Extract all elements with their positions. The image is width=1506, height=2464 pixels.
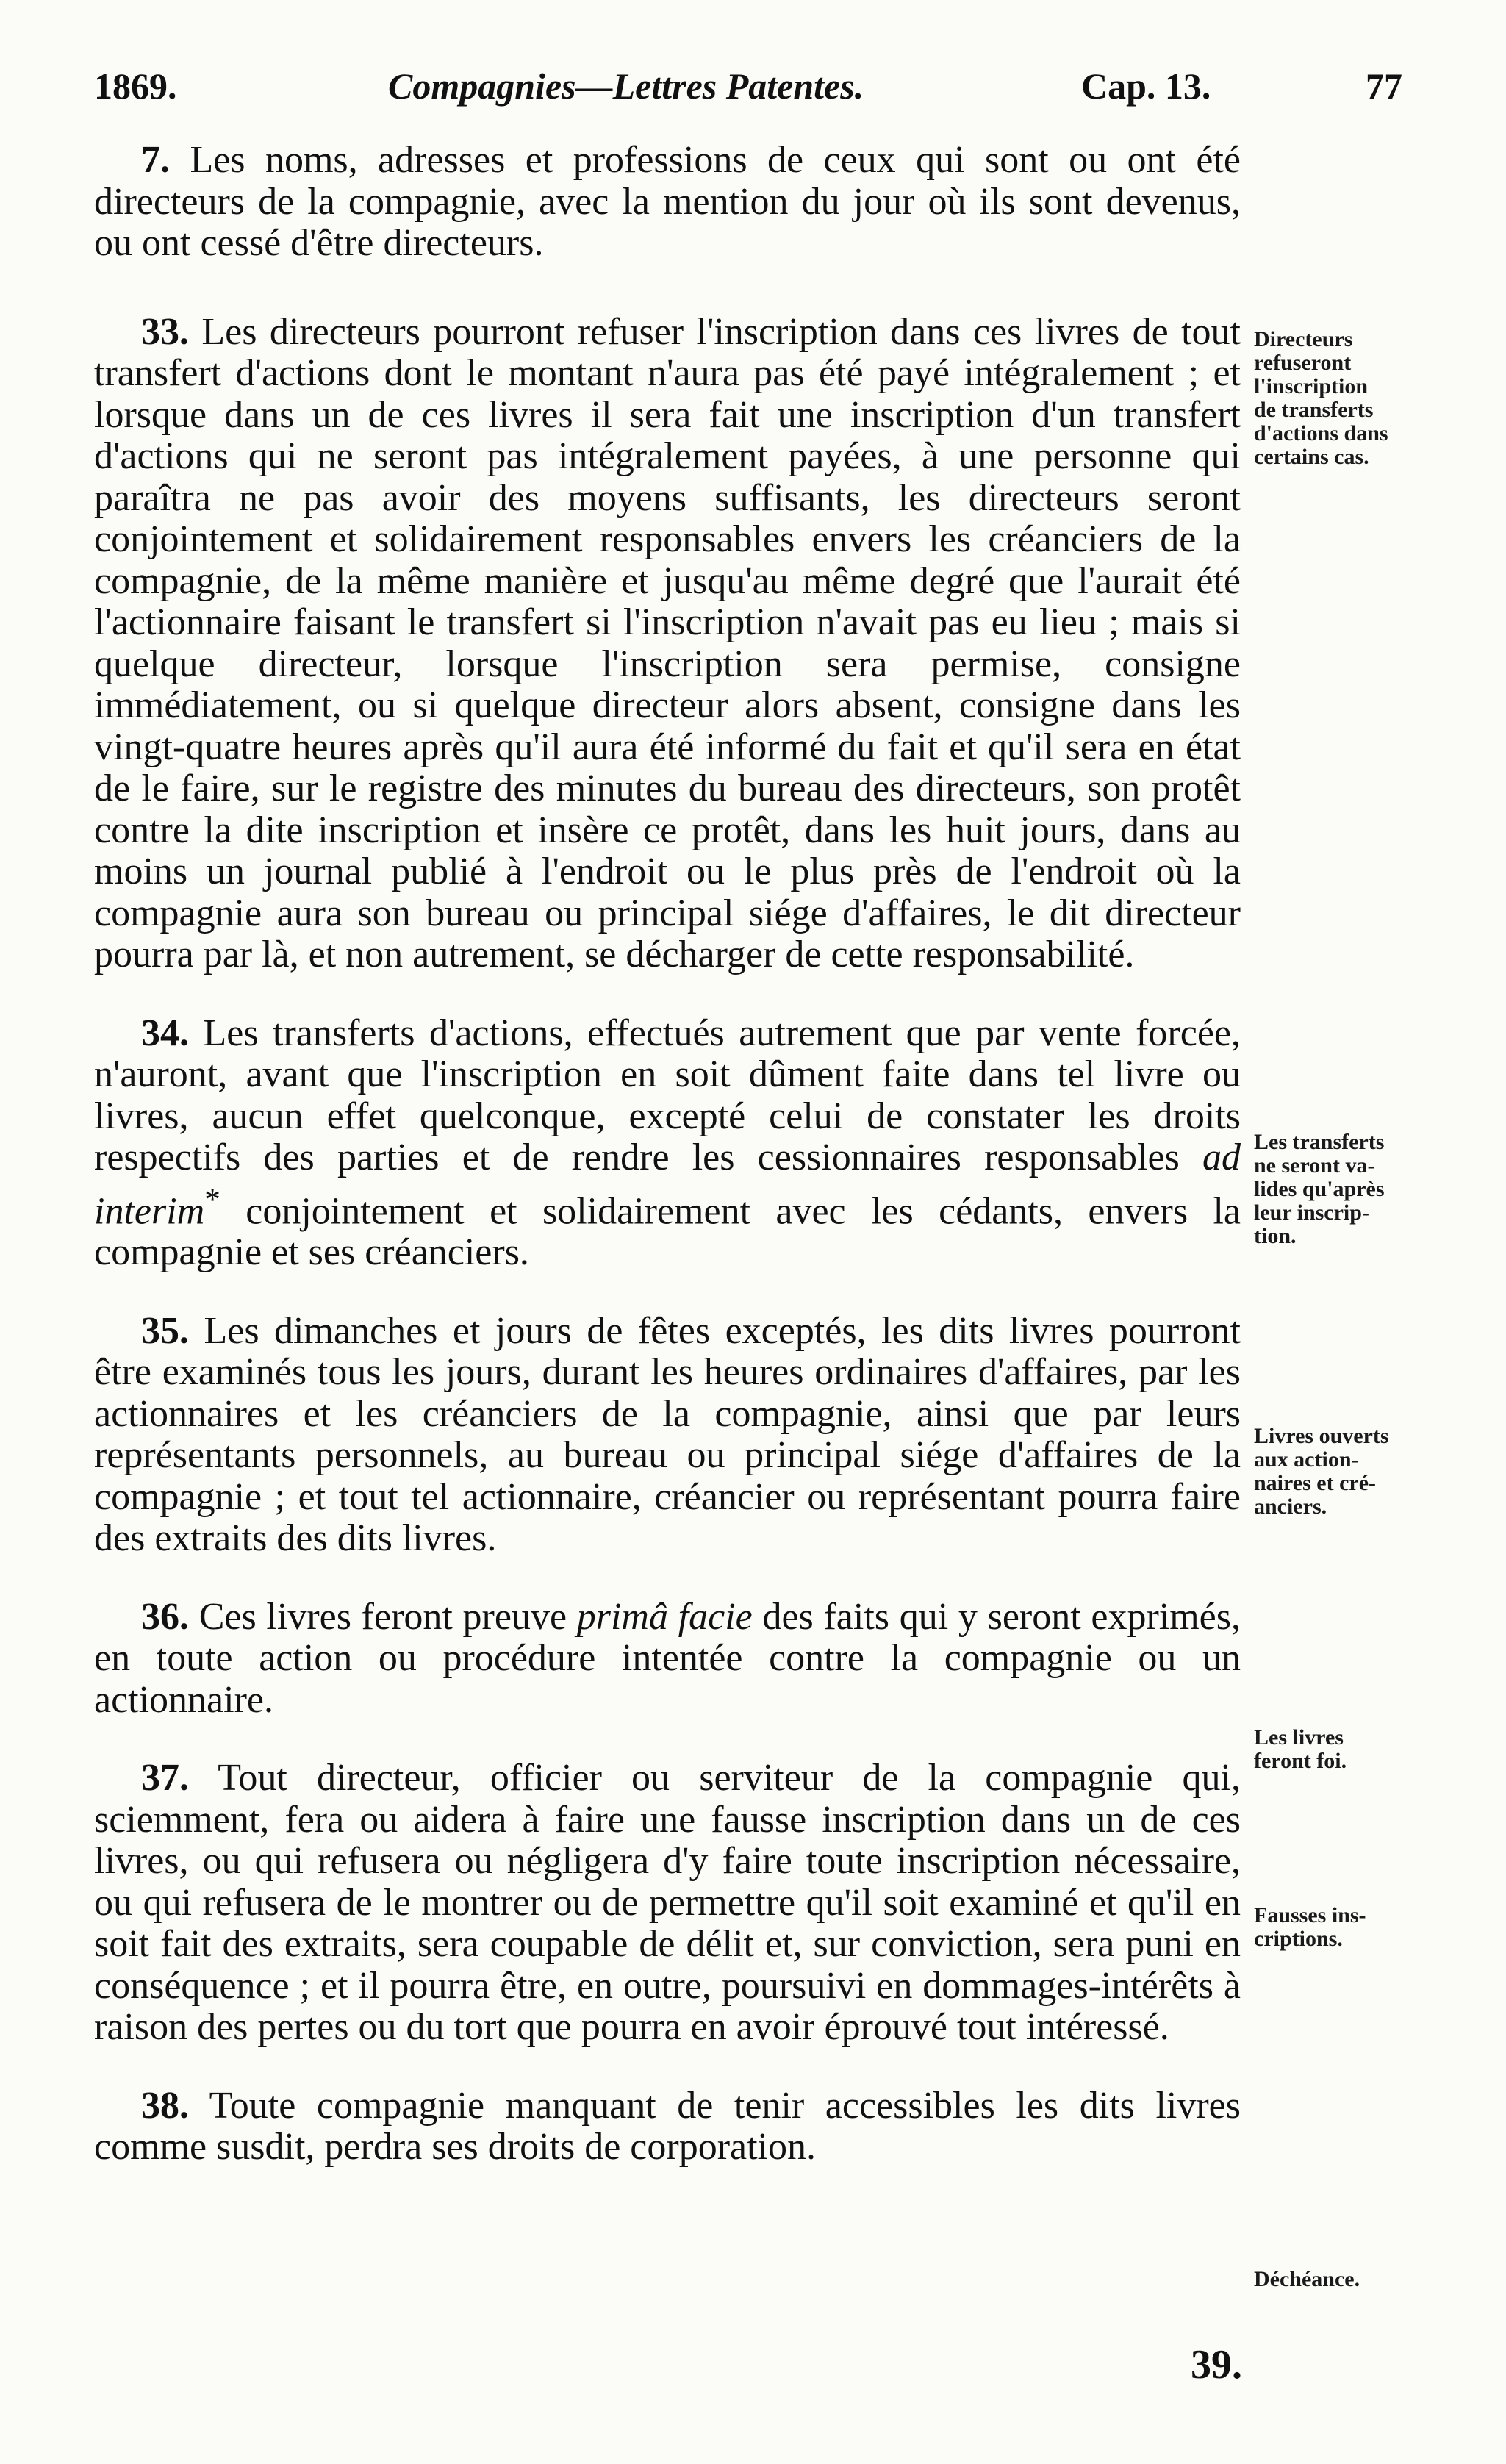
note-line: leur inscrip- [1254,1200,1369,1225]
note-line: aux action- [1254,1447,1359,1472]
note-line: feront foi. [1254,1749,1347,1773]
paragraph-33 [94,312,1241,976]
paragraph-text: Ces livres feront preuve [198,1595,577,1638]
paragraph-text: Les noms, adresses et professions de ceux qui sont ou ont été directeurs de la compagnie, avec la mention du jour où ils sont devenus, ou ont cessé d'être directeurs. [94,139,1241,264]
section-number: 34. [141,1011,189,1054]
note-line: l'inscription [1254,374,1369,398]
note-line: Les livres [1254,1725,1344,1749]
section-number: 7. [141,139,170,181]
paragraph-text: Toute compagnie manquant de tenir accessibles les dits livres comme susdit, perdra ses droits de corporation. [94,2084,1241,2168]
italic-term: primâ facie [576,1595,753,1638]
paragraph-text: Les dimanches et jours de fêtes exceptés, les dits livres pourront être examinés tous les jours, durant les heures ordinaires d'affaires, par les actionnaires et les créanciers de la compagnie, ainsi que par leurs représentants personnels, au bureau ou principal siége d'affaires de la compagnie ; et tout tel actionnaire, créancier ou représentant pourra faire des extraits des dits livres. [94,1309,1241,1560]
note-line: certains cas. [1254,445,1369,469]
section-number: 38. [141,2084,189,2127]
paragraph-35 [94,1311,1241,1560]
note-line: d'actions dans [1254,421,1388,445]
paragraph-36 [94,1597,1241,1722]
note-line: Déchéance. [1254,2267,1360,2291]
paragraph-text: conjointement et solidairement avec les cédants, envers la compagnie et ses créanciers. [94,1189,1241,1274]
paragraph-38 [94,2085,1241,2168]
note-line: naires et cré- [1254,1471,1377,1495]
header-page-number: 77 [1366,65,1402,107]
marginal-note-34 [1254,1131,1427,1248]
paragraph-7 [94,140,1241,265]
section-number: 35. [141,1309,189,1352]
paragraph-text: Tout directeur, officier ou serviteur de la compagnie qui, sciemment, fera ou aidera à faire une fausse inscription dans un de ces livres, ou qui refusera ou négligera d'y faire toute inscription nécessaire, ou qui refusera de le montrer ou de permettre qu'il soit examiné et qu'il en soit fait des extraits, sera coupable de délit et, sur conviction, sera puni en conséquence ; et il pourra être, en outre, poursuivi en dommages-intérêts à raison des pertes ou du tort que pourra en avoir éprouvé tout intéressé. [94,1757,1241,2049]
marginal-note-33 [1254,328,1427,469]
note-line: Fausses ins- [1254,1903,1366,1927]
running-header [94,65,1439,123]
footnote-mark: * [204,1181,220,1217]
note-line: criptions. [1254,1927,1343,1951]
note-line: tion. [1254,1224,1297,1248]
paragraph-text: Les directeurs pourront refuser l'inscription dans ces livres de tout transfert d'actions dont le montant n'aura pas été payé intégralement ; et lorsque dans un de ces livres il sera fait une inscription d'un transfert d'actions qui ne seront pas intégralement payées, à une personne qui paraîtra ne pas avoir des moyens suffisants, les directeurs seront conjointement et solidairement responsables envers les créanciers de la compagnie, de la même manière et jusqu'au même degré que l'aurait été l'actionnaire faisant le transfert si l'inscription n'avait pas eu lieu ; mais si quelque directeur, lorsque l'inscription sera permise, consigne immédiatement, ou si quelque directeur alors absent, consigne dans les vingt-quatre heures après qu'il aura été informé du fait et qu'il sera en état de le faire, sur le registre des minutes du bureau des directeurs, son protêt contre la dite inscription et insère ce protêt, dans les huit jours, dans au moins un journal publié à l'endroit ou le plus près de l'endroit où la compagnie aura son bureau ou principal siége d'affaires, le dit directeur pourra par là, et non autrement, se décharger de cette responsabilité. [94,310,1241,975]
italic-term: ad interim [94,1136,1241,1232]
paragraph-34 [94,1013,1241,1274]
note-line: Les transferts [1254,1130,1385,1154]
note-line: anciers. [1254,1494,1327,1519]
note-line: lides qu'après [1254,1177,1385,1201]
note-line: Directeurs [1254,327,1353,351]
paragraph-37 [94,1758,1241,2049]
paragraph-text: Les transferts d'actions, effectués autrement que par vente forcée, n'auront, avant que l'inscription en soit dûment faite dans tel livre ou livres, aucun effet quelconque, excepté celui de constater les droits respectifs des parties et de rendre les cessionnaires responsables [94,1011,1241,1178]
header-running-title: Compagnies—Lettres Patentes. [388,65,864,107]
marginal-note-38 [1254,2268,1427,2291]
section-number: 33. [141,310,189,353]
section-number: 36. [141,1595,189,1638]
section-number: 37. [141,1757,189,1799]
paragraph-text: des faits qui y seront exprimés, en toute action ou procédure intentée contre la compagnie ou un actionnaire. [94,1595,1241,1721]
note-line: refuseront [1254,351,1352,375]
body-text [94,140,1241,2205]
marginal-note-36 [1254,1726,1427,1773]
note-line: de transferts [1254,398,1374,422]
marginal-note-35 [1254,1425,1427,1519]
header-year: 1869. [94,65,177,107]
catchword: 39. [1191,2342,1242,2388]
marginal-note-37 [1254,1904,1427,1951]
note-line: Livres ouverts [1254,1424,1389,1448]
note-line: ne seront va- [1254,1153,1375,1178]
header-chapter: Cap. 13. [1081,65,1211,107]
